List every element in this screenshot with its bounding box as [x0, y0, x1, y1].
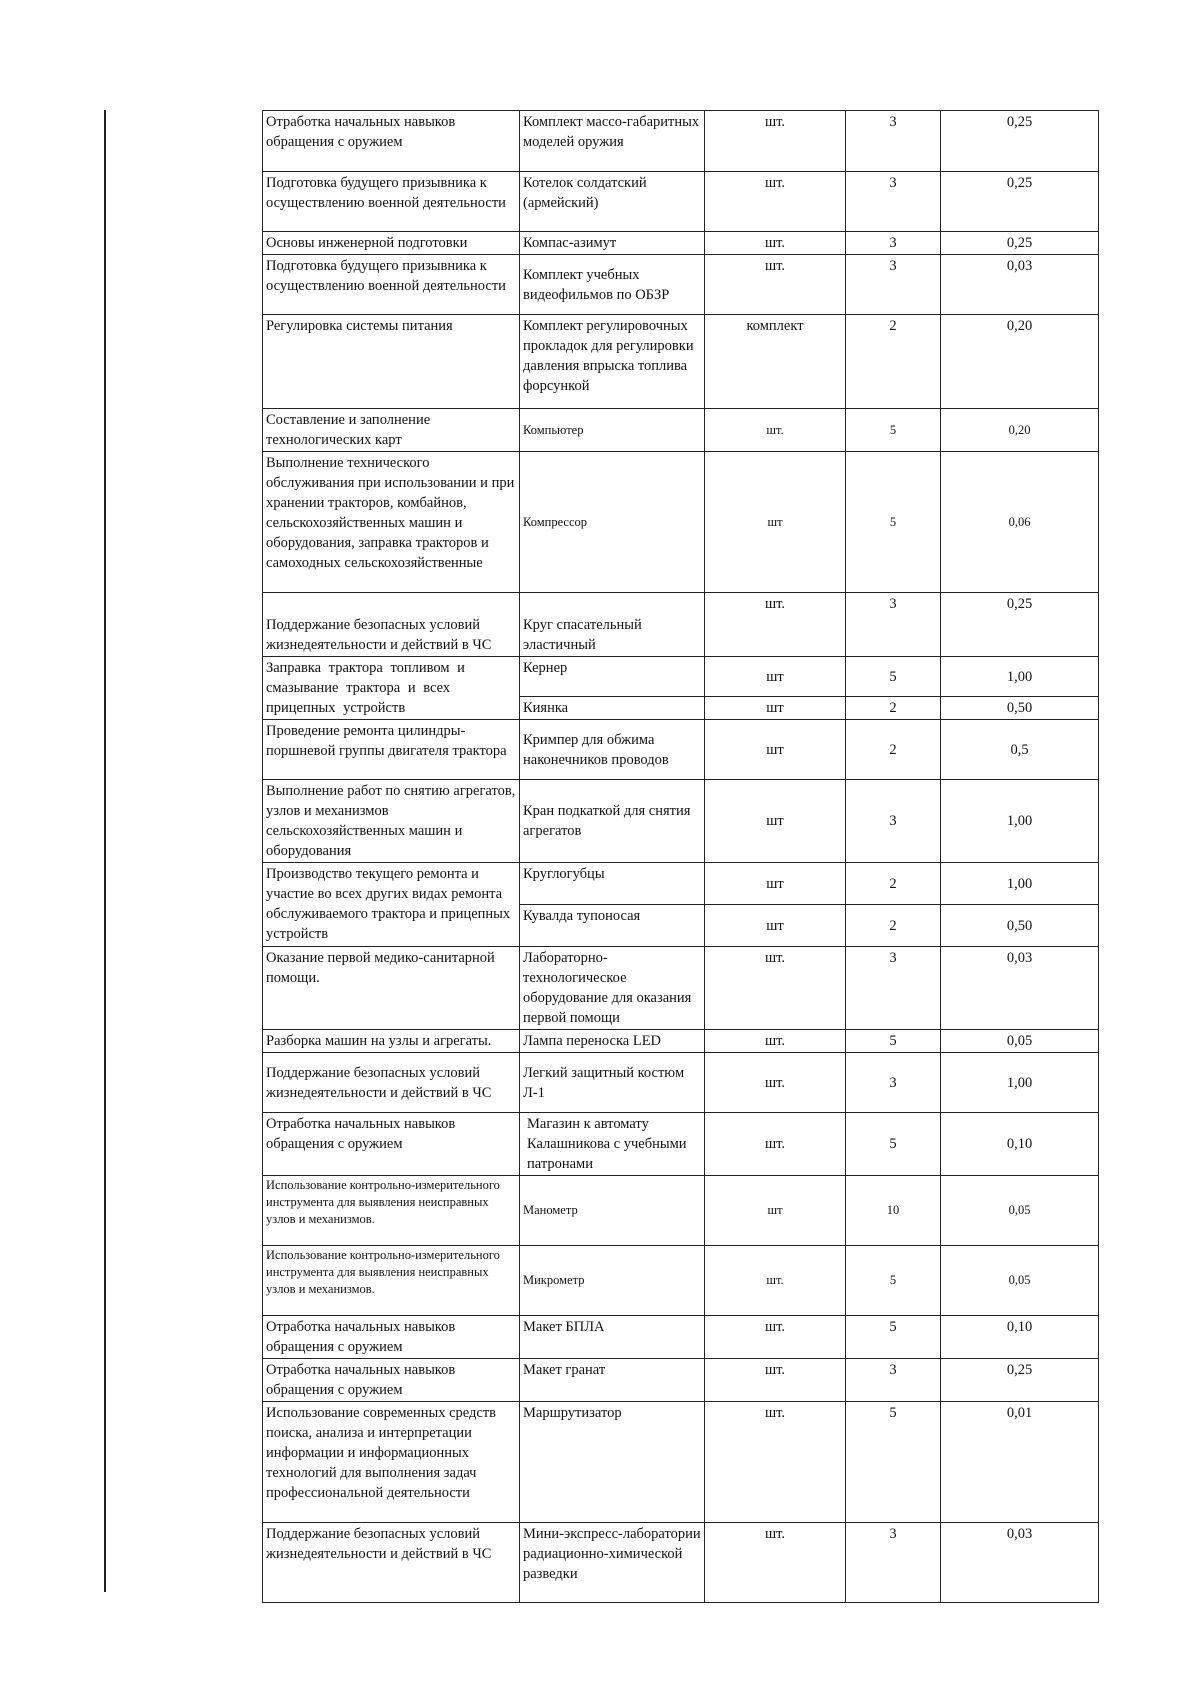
table-row [263, 315, 1099, 409]
unit-cell: шт. [705, 1246, 846, 1316]
unit-cell: шт. [705, 232, 846, 255]
topic-cell: Использование современных средств поиска, анализа и интерпретации информации и информационных технологий для выполнения задач профессиональной деятельности [263, 1402, 520, 1523]
norm-cell: 0,25 [941, 232, 1099, 255]
unit-cell: шт. [705, 1359, 846, 1402]
table-row [263, 657, 1099, 697]
norm-cell: 0,10 [941, 1113, 1099, 1176]
qty-cell: 2 [846, 905, 941, 947]
topic-cell: Заправка трактора топливом и смазывание трактора и всех прицепных устройств [263, 657, 520, 720]
unit-cell: шт. [705, 1113, 846, 1176]
qty-cell: 3 [846, 232, 941, 255]
table-row [263, 593, 1099, 657]
item-cell: Макет БПЛА [520, 1316, 705, 1359]
table-row [263, 232, 1099, 255]
qty-cell: 2 [846, 720, 941, 780]
norm-cell: 0,25 [941, 172, 1099, 232]
qty-cell: 5 [846, 1246, 941, 1316]
table-row [263, 780, 1099, 863]
table-row [263, 255, 1099, 315]
qty-cell: 5 [846, 409, 941, 452]
qty-cell: 5 [846, 1030, 941, 1053]
unit-cell: шт. [705, 111, 846, 172]
unit-cell: шт. [705, 172, 846, 232]
topic-cell: Основы инженерной подготовки [263, 232, 520, 255]
topic-cell: Выполнение технического обслуживания при использовании и при хранении тракторов, комбайнов, сельскохозяйственных машин и оборудования, заправка тракторов и самоходных сельскохозяйственные [263, 452, 520, 593]
unit-cell: шт. [705, 947, 846, 1030]
unit-cell: шт [705, 905, 846, 947]
table-row [263, 1030, 1099, 1053]
topic-cell: Использование контрольно-измерительного инструмента для выявления неисправных узлов и механизмов. [263, 1176, 520, 1246]
unit-cell: шт [705, 720, 846, 780]
norm-cell: 0,50 [941, 905, 1099, 947]
norm-cell: 0,03 [941, 255, 1099, 315]
item-cell: Микрометр [520, 1246, 705, 1316]
item-cell: Легкий защитный костюм Л-1 [520, 1053, 705, 1113]
topic-cell: Подготовка будущего призывника к осуществлению военной деятельности [263, 255, 520, 315]
qty-cell: 10 [846, 1176, 941, 1246]
table-row [263, 1316, 1099, 1359]
topic-cell: Поддержание безопасных условий жизнедеятельности и действий в ЧС [263, 1053, 520, 1113]
qty-cell: 3 [846, 1359, 941, 1402]
item-cell: Котелок солдатский (армейский) [520, 172, 705, 232]
unit-cell: шт. [705, 255, 846, 315]
table-row [263, 720, 1099, 780]
qty-cell: 3 [846, 111, 941, 172]
table-row [263, 1176, 1099, 1246]
topic-cell: Отработка начальных навыков обращения с оружием [263, 1359, 520, 1402]
topic-cell: Разборка машин на узлы и агрегаты. [263, 1030, 520, 1053]
norm-cell: 0,05 [941, 1176, 1099, 1246]
item-cell: Кернер [520, 657, 705, 697]
norm-cell: 0,25 [941, 111, 1099, 172]
norm-cell: 0,03 [941, 947, 1099, 1030]
item-cell: Лампа переноска LED [520, 1030, 705, 1053]
unit-cell: шт. [705, 1402, 846, 1523]
item-cell: Кувалда тупоносая [520, 905, 705, 947]
norm-cell: 0,03 [941, 1523, 1099, 1603]
unit-cell: шт [705, 697, 846, 720]
table-row [263, 863, 1099, 905]
norm-cell: 1,00 [941, 657, 1099, 697]
item-cell [520, 315, 705, 409]
unit-cell: шт [705, 780, 846, 863]
topic-cell: Подготовка будущего призывника к осуществлению военной деятельности [263, 172, 520, 232]
item-cell: Комплект массо-габаритных моделей оружия [520, 111, 705, 172]
unit-cell: шт. [705, 1030, 846, 1053]
norm-cell: 1,00 [941, 1053, 1099, 1113]
table-row [263, 1113, 1099, 1176]
item-cell: Компас-азимут [520, 232, 705, 255]
qty-cell: 3 [846, 1523, 941, 1603]
item-cell: Киянка [520, 697, 705, 720]
norm-cell: 0,20 [941, 315, 1099, 409]
item-cell: Манометр [520, 1176, 705, 1246]
topic-cell: Использование контрольно-измерительного инструмента для выявления неисправных узлов и механизмов. [263, 1246, 520, 1316]
norm-cell: 0,05 [941, 1246, 1099, 1316]
item-cell: Комплект учебных видеофильмов по ОБЗР [520, 255, 705, 315]
norm-cell: 0,50 [941, 697, 1099, 720]
qty-cell: 2 [846, 315, 941, 409]
qty-cell: 3 [846, 255, 941, 315]
norm-cell: 0,25 [941, 593, 1099, 657]
unit-cell: шт [705, 1176, 846, 1246]
topic-cell: Поддержание безопасных условий жизнедеятельности и действий в ЧС [263, 1523, 520, 1603]
qty-cell: 5 [846, 1316, 941, 1359]
item-cell: Магазин к автомату Калашникова с учебными патронами [520, 1113, 705, 1176]
item-cell: Круглогубцы [520, 863, 705, 905]
topic-cell: Составление и заполнение технологических карт [263, 409, 520, 452]
table-row [263, 1359, 1099, 1402]
unit-cell: шт. [705, 1316, 846, 1359]
item-cell: Компрессор [520, 452, 705, 593]
unit-cell: шт. [705, 409, 846, 452]
table-row [263, 947, 1099, 1030]
qty-cell: 2 [846, 863, 941, 905]
norm-cell: 1,00 [941, 863, 1099, 905]
table-row [263, 1402, 1099, 1523]
norm-cell: 0,25 [941, 1359, 1099, 1402]
qty-cell: 3 [846, 780, 941, 863]
table-row [263, 409, 1099, 452]
norm-cell: 0,01 [941, 1402, 1099, 1523]
item-cell: Кран подкаткой для снятия агрегатов [520, 780, 705, 863]
page-margin-line [104, 110, 106, 1592]
qty-cell: 5 [846, 1402, 941, 1523]
norm-cell: 0,06 [941, 452, 1099, 593]
norm-cell: 1,00 [941, 780, 1099, 863]
norm-cell: 0,10 [941, 1316, 1099, 1359]
item-cell: Компьютер [520, 409, 705, 452]
norm-cell: 0,5 [941, 720, 1099, 780]
table-row [263, 1523, 1099, 1603]
qty-cell: 5 [846, 452, 941, 593]
qty-cell: 5 [846, 1113, 941, 1176]
norm-cell: 0,20 [941, 409, 1099, 452]
topic-cell: Проведение ремонта цилиндры-поршневой группы двигателя трактора [263, 720, 520, 780]
unit-cell: шт [705, 863, 846, 905]
table-row [263, 172, 1099, 232]
unit-cell: шт. [705, 1053, 846, 1113]
topic-cell: Поддержание безопасных условий жизнедеятельности и действий в ЧС [263, 593, 520, 657]
unit-cell: комплект [705, 315, 846, 409]
topic-cell: Оказание первой медико-санитарной помощи. [263, 947, 520, 1030]
item-cell: Лабораторно-технологическое оборудование для оказания первой помощи [520, 947, 705, 1030]
qty-cell: 2 [846, 697, 941, 720]
norm-cell: 0,05 [941, 1030, 1099, 1053]
topic-cell: Регулировка системы питания [263, 315, 520, 409]
item-cell: Круг спасательный эластичный [520, 593, 705, 657]
unit-cell: шт [705, 657, 846, 697]
topic-cell: Отработка начальных навыков обращения с оружием [263, 1113, 520, 1176]
topic-cell: Отработка начальных навыков обращения с оружием [263, 111, 520, 172]
unit-cell: шт [705, 452, 846, 593]
qty-cell: 3 [846, 1053, 941, 1113]
equipment-table [262, 110, 1099, 1603]
topic-cell: Производство текущего ремонта и участие во всех других видах ремонта обслуживаемого трактора и прицепных устройств [263, 863, 520, 947]
table-row [263, 452, 1099, 593]
item-text: Комплект регулировочных прокладок для регулировки давления впрыска топлива форсункой [523, 318, 694, 394]
qty-cell: 3 [846, 172, 941, 232]
table-row [263, 1246, 1099, 1316]
qty-cell: 5 [846, 657, 941, 697]
table-row [263, 1053, 1099, 1113]
item-cell: Маршрутизатор [520, 1402, 705, 1523]
qty-cell: 3 [846, 593, 941, 657]
item-cell: Мини-экспресс-лаборатории радиационно-химической разведки [520, 1523, 705, 1603]
unit-cell: шт. [705, 1523, 846, 1603]
topic-cell: Выполнение работ по снятию агрегатов, узлов и механизмов сельскохозяйственных машин и оборудования [263, 780, 520, 863]
item-cell: Макет гранат [520, 1359, 705, 1402]
table-row [263, 111, 1099, 172]
item-cell: Кримпер для обжима наконечников проводов [520, 720, 705, 780]
unit-cell: шт. [705, 593, 846, 657]
qty-cell: 3 [846, 947, 941, 1030]
topic-cell: Отработка начальных навыков обращения с оружием [263, 1316, 520, 1359]
